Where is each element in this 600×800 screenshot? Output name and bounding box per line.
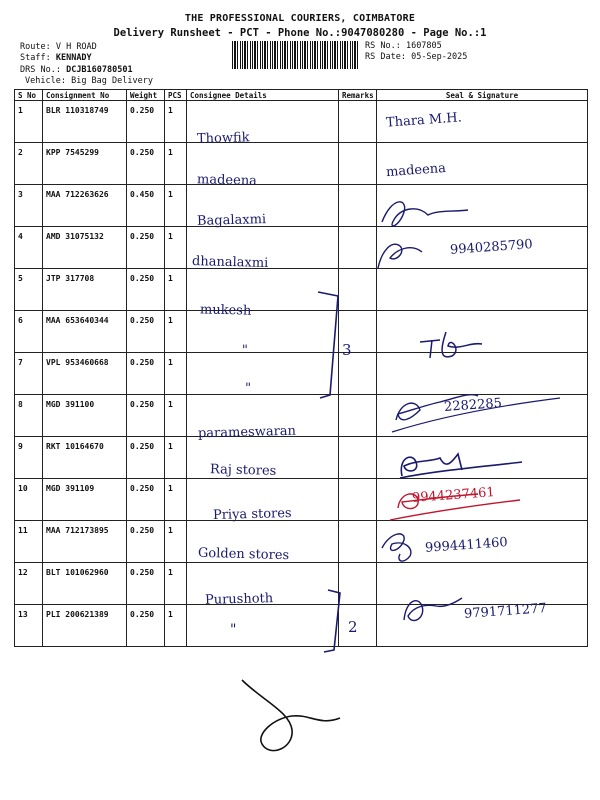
col-consignment: Consignment No: [43, 90, 127, 101]
cell-sno: 1: [15, 101, 43, 143]
cell-weight: 0.250: [127, 395, 165, 437]
consignee-handwriting: Bagalaxmi: [196, 212, 267, 229]
signature-row-10: [390, 494, 520, 520]
staff-label: Staff:: [20, 53, 51, 63]
seal-signature-handwriting: Thara M.H.: [385, 110, 463, 131]
cell-consignment: MAA 712263626: [43, 185, 127, 227]
col-weight: Weight: [127, 90, 165, 101]
cell-sno: 7: [15, 353, 43, 395]
cell-sno: 11: [15, 521, 43, 563]
cell-pcs: 1: [165, 563, 187, 605]
seal-signature-handwriting: 2282285: [443, 395, 503, 416]
cell-weight: 0.250: [127, 143, 165, 185]
cell-sno: 5: [15, 269, 43, 311]
rs-no-value: 1607805: [405, 41, 442, 51]
bracket-rows-5-7: [318, 292, 338, 398]
seal-signature-handwriting: 9994411460: [424, 535, 509, 556]
route-value: V H ROAD: [55, 42, 97, 52]
consignee-handwriting: mukesh: [199, 302, 252, 319]
col-sno: S No: [15, 90, 43, 101]
consignee-handwriting: Raj stores: [209, 462, 277, 479]
seal-signature-handwriting: 9791711277: [463, 601, 548, 622]
col-seal: Seal & Signature: [377, 90, 588, 101]
cell-weight: 0.250: [127, 269, 165, 311]
cell-sno: 8: [15, 395, 43, 437]
consignee-handwriting: Purushoth: [204, 591, 274, 608]
rs-date-label: RS Date:: [365, 52, 406, 62]
consignee-handwriting: madeena: [196, 172, 258, 189]
cell-pcs: 1: [165, 101, 187, 143]
drs-label: DRS No.:: [20, 65, 61, 75]
route-label: Route:: [20, 42, 51, 52]
cell-weight: 0.250: [127, 521, 165, 563]
vehicle-label: Vehicle:: [25, 76, 66, 86]
page-signature: [242, 680, 340, 751]
cell-pcs: 1: [165, 521, 187, 563]
cell-consignment: AMD 31075132: [43, 227, 127, 269]
consignee-handwriting: Thowfik: [196, 130, 250, 147]
cell-pcs: 1: [165, 437, 187, 479]
rs-date-value: 05-Sep-2025: [411, 52, 468, 62]
consignee-handwriting: Priya stores: [212, 505, 292, 524]
seal-signature-handwriting: 9944237461: [411, 485, 496, 506]
cell-sno: 3: [15, 185, 43, 227]
signature-row-3: [382, 202, 468, 226]
cell-weight: 0.250: [127, 311, 165, 353]
runsheet-subtitle: Delivery Runsheet - PCT - Phone No.:9047080280 - Page No.:1: [113, 27, 487, 39]
cell-pcs: 1: [165, 227, 187, 269]
consignee-handwriting: ": [244, 380, 252, 397]
signature-row-11: [382, 534, 411, 561]
cell-sno: 9: [15, 437, 43, 479]
ditto-mark-13: ": [230, 622, 237, 638]
cell-weight: 0.250: [127, 353, 165, 395]
seal-signature-handwriting: madeena: [385, 160, 447, 181]
cell-weight: 0.450: [127, 185, 165, 227]
cell-weight: 0.250: [127, 227, 165, 269]
cell-sno: 13: [15, 605, 43, 647]
consignee-handwriting: parameswaran: [197, 423, 297, 442]
consignee-handwriting: dhanalaxmi: [191, 254, 269, 271]
cell-weight: 0.250: [127, 479, 165, 521]
cell-consignment: BLR 110318749: [43, 101, 127, 143]
cell-consignment: JTP 317708: [43, 269, 127, 311]
cell-sno: 10: [15, 479, 43, 521]
cell-consignment: PLI 200621389: [43, 605, 127, 647]
col-pcs: PCS: [165, 90, 187, 101]
cell-weight: 0.250: [127, 101, 165, 143]
cell-weight: 0.250: [127, 605, 165, 647]
vehicle-value: Big Bag Delivery: [71, 76, 153, 86]
bracket-count-1: 3: [342, 341, 352, 359]
cell-consignment: KPP 7545299: [43, 143, 127, 185]
signature-row-4: [378, 244, 422, 268]
cell-consignment: VPL 953460668: [43, 353, 127, 395]
cell-consignment: BLT 101062960: [43, 563, 127, 605]
cell-pcs: 1: [165, 353, 187, 395]
signature-row-6: [420, 332, 482, 358]
bracket-rows-13: [324, 590, 340, 652]
cell-sno: 2: [15, 143, 43, 185]
cell-consignment: MGD 391109: [43, 479, 127, 521]
cell-weight: 0.250: [127, 437, 165, 479]
col-remarks: Remarks: [339, 90, 377, 101]
rs-no-label: RS No.:: [365, 41, 401, 51]
cell-consignment: MAA 712173895: [43, 521, 127, 563]
cell-pcs: 1: [165, 311, 187, 353]
cell-pcs: 1: [165, 605, 187, 647]
drs-value: DCJB160780501: [66, 65, 133, 75]
signature-row-9: [400, 454, 522, 478]
cell-pcs: 1: [165, 269, 187, 311]
cell-pcs: 1: [165, 185, 187, 227]
underline-row-8: [392, 395, 560, 432]
cell-pcs: 1: [165, 395, 187, 437]
signature-row-8: [396, 395, 478, 420]
cell-sno: 12: [15, 563, 43, 605]
cell-weight: 0.250: [127, 563, 165, 605]
seal-signature-handwriting: 9940285790: [449, 237, 534, 258]
staff-value: KENNADY: [55, 53, 92, 63]
consignee-handwriting: ": [241, 342, 249, 359]
cell-consignment: MGD 391100: [43, 395, 127, 437]
consignee-handwriting: Golden stores: [197, 545, 290, 564]
cell-pcs: 1: [165, 479, 187, 521]
cell-pcs: 1: [165, 143, 187, 185]
bracket-count-2: 2: [348, 618, 358, 636]
signature-row-13: [404, 598, 462, 621]
cell-consignment: RKT 10164670: [43, 437, 127, 479]
cell-sno: 4: [15, 227, 43, 269]
cell-consignment: MAA 653640344: [43, 311, 127, 353]
cell-sno: 6: [15, 311, 43, 353]
col-consignee: Consignee Details: [187, 90, 339, 101]
company-title: THE PROFESSIONAL COURIERS, COIMBATORE: [184, 13, 416, 24]
